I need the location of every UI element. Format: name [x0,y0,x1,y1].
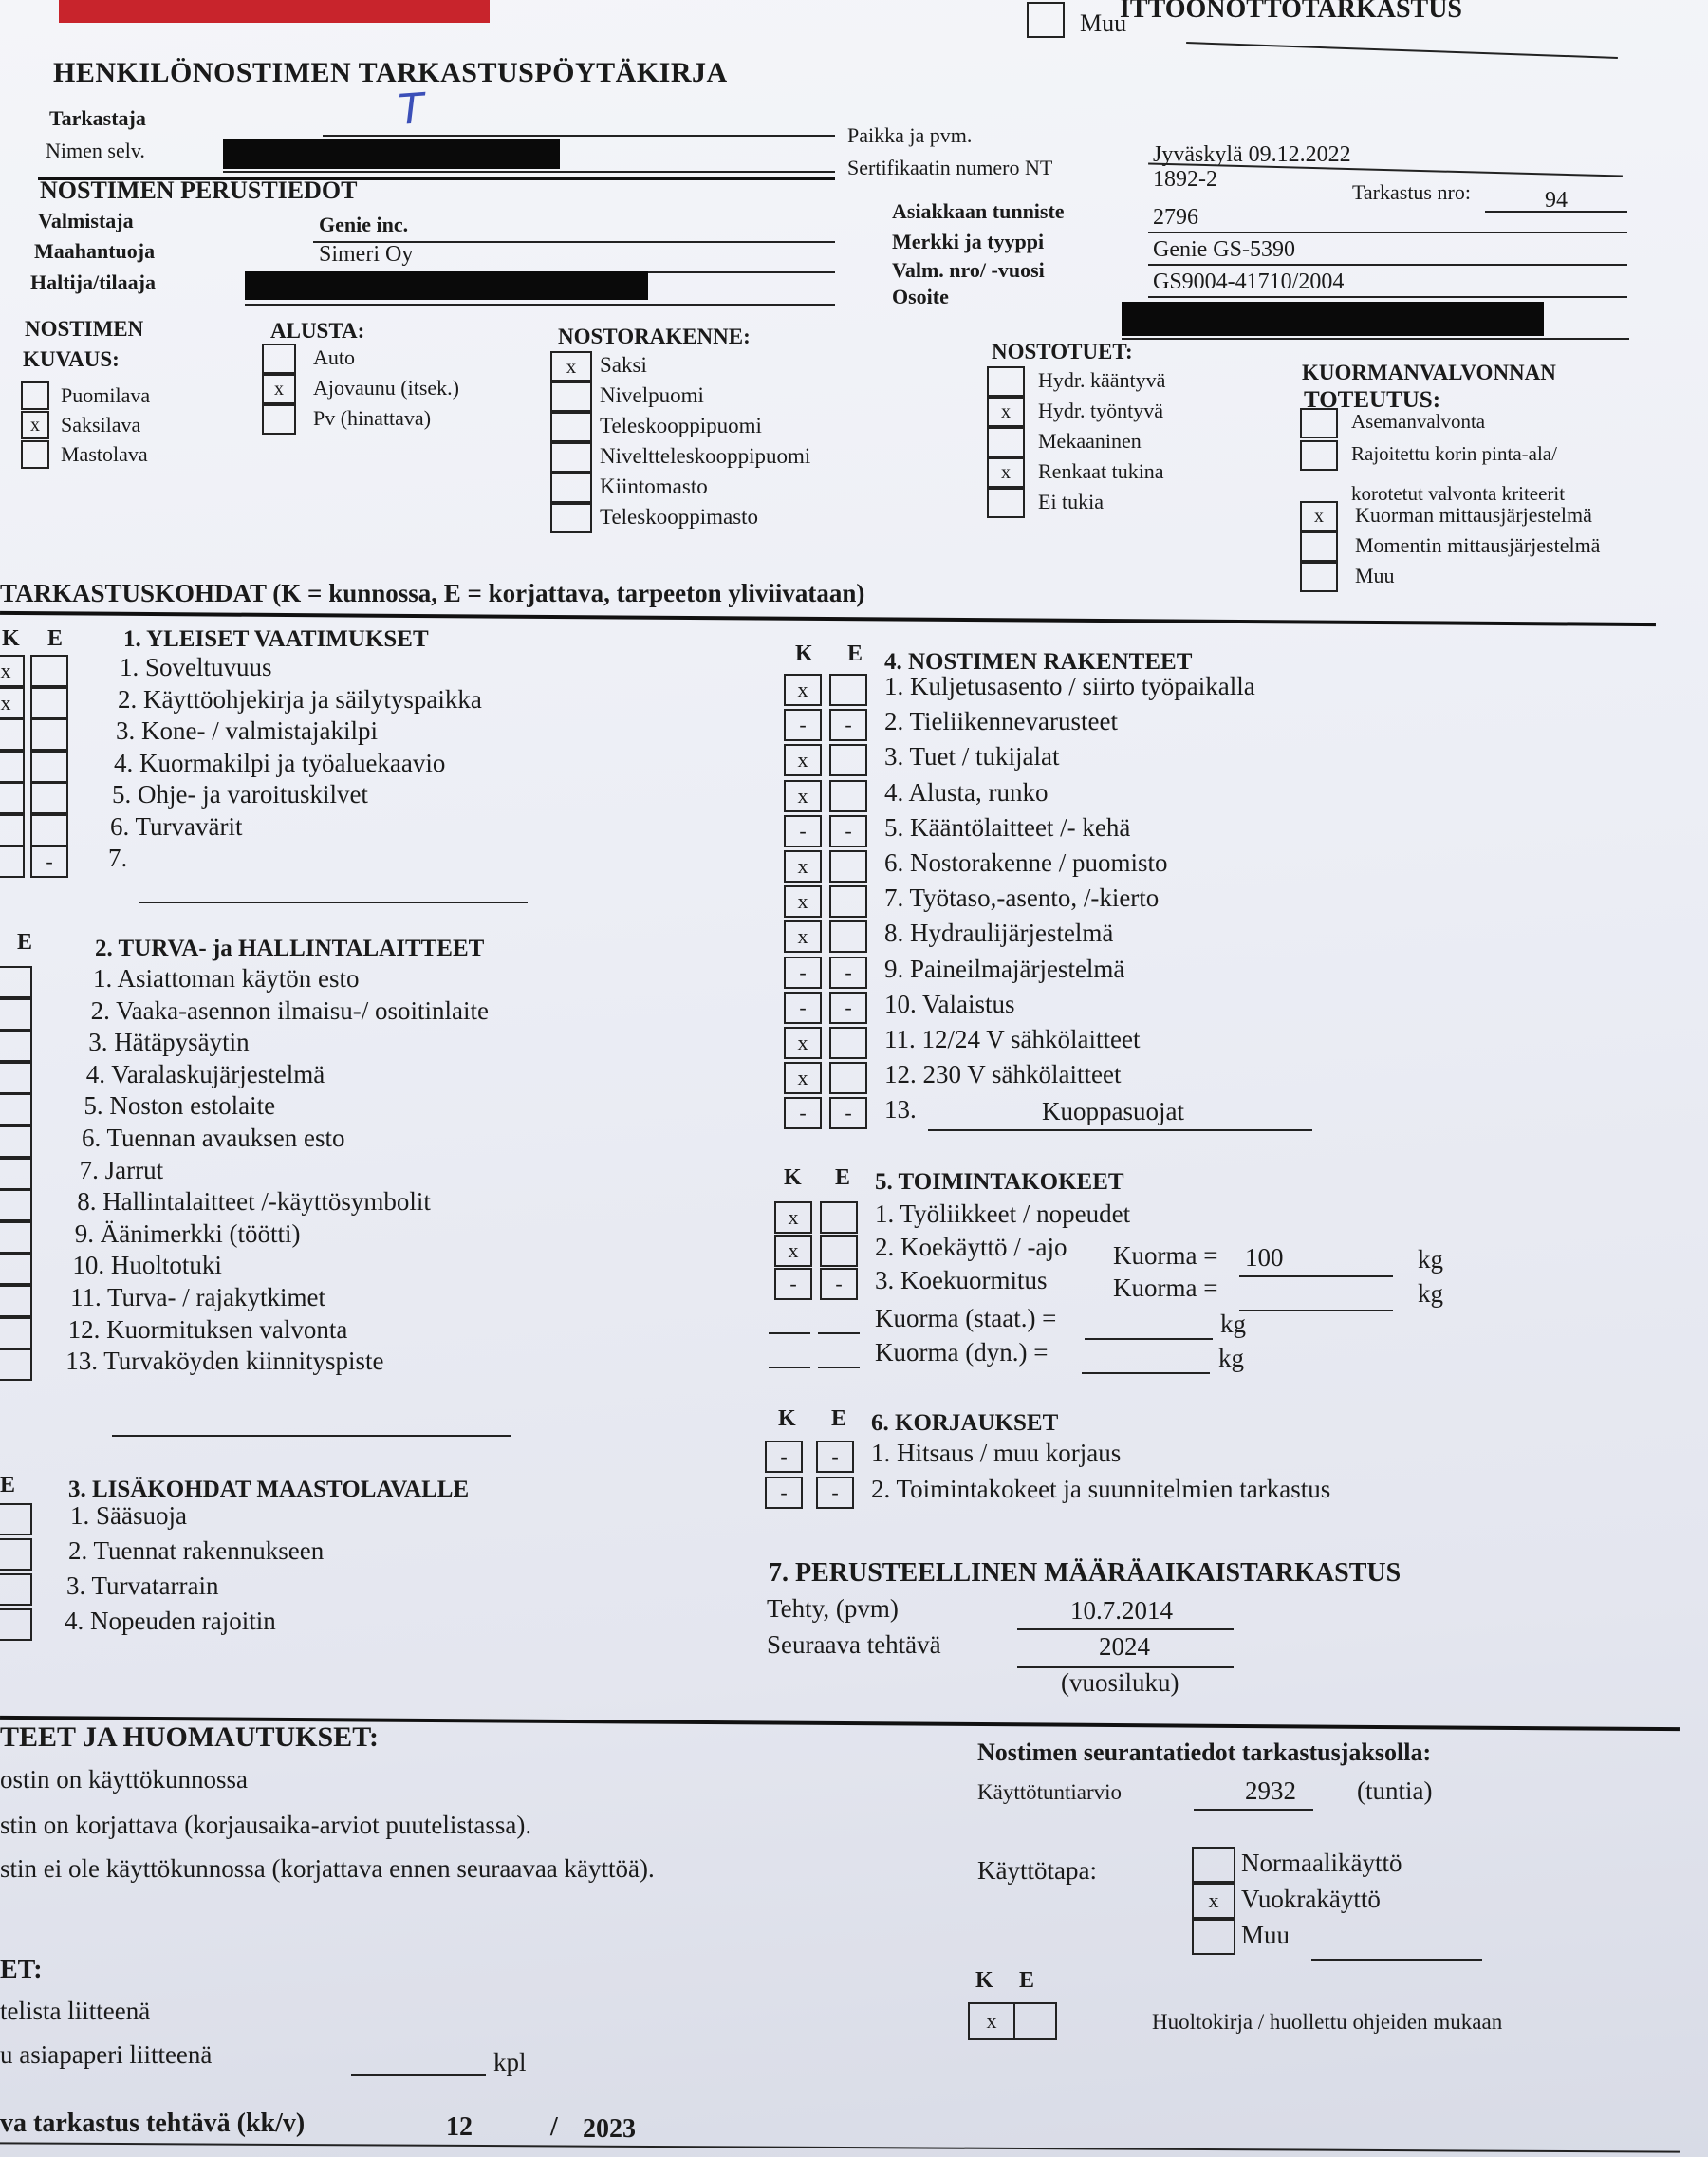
bottom-line-3: stin ei ole käyttökunnossa (korjattava ennen seuraavaa käyttöä). [0,1854,655,1883]
sec4-item13-value: Kuoppasuojat [1042,1097,1184,1125]
nostorakenne-checkbox-6[interactable] [550,503,592,533]
sec2-item-4: 4. Varalaskujärjestelmä [85,1059,325,1088]
sec2-item-7: 7. Jarrut [79,1155,164,1184]
sec1-item-1: 1. Soveltuvuus [120,653,272,681]
form-title: HENKILÖNOSTIMEN TARKASTUSPÖYTÄKIRJA [53,57,728,88]
sec3-e-label: E [0,1473,16,1497]
sec4-e-box-12[interactable] [829,1062,867,1094]
kuormanvalvonta-h1: KUORMANVALVONNAN [1302,361,1556,384]
sec4-k-box-4[interactable]: x [784,780,822,812]
sec2-e-label: E [17,930,33,955]
sec5-item-2: 2. Koekäyttö / -ajo [875,1233,1068,1261]
bottom-line-1: ostin on käyttökunnossa [0,1765,248,1794]
sec4-item-3: 3. Tuet / tukijalat [884,742,1060,772]
kayttotapa-label: Käyttötapa: [977,1856,1097,1885]
sec5-e-box-1[interactable] [820,1201,858,1234]
perustiedot-heading: NOSTIMEN PERUSTIEDOT [40,177,358,204]
nostorakenne-label-3: Teleskooppipuomi [600,414,762,437]
nostotuet-label-3: Mekaaninen [1038,429,1142,453]
sec1-e-box-2[interactable] [30,687,68,719]
sec4-item-11: 11. 12/24 V sähkölaitteet [884,1025,1141,1053]
kuormanvalvonta-label-5: Muu [1355,564,1395,587]
nostorakenne-heading: NOSTORAKENNE: [558,325,751,348]
tarkastaja-label: Tarkastaja [49,106,146,130]
sec4-item-4: 4. Alusta, runko [884,777,1049,807]
sec6-e-label: E [831,1406,847,1431]
sec4-k-box-6[interactable]: x [784,850,822,883]
sec4-e-box-10[interactable]: - [829,992,867,1024]
kuormanvalvonta-label-3: Kuorman mittausjärjestelmä [1355,503,1592,527]
sec4-heading: 4. NOSTIMEN RAKENTEET [884,649,1193,675]
sec1-e-box-4[interactable] [30,751,68,783]
sec1-k-box-7[interactable] [0,846,25,878]
tarkastus-nro-value: 94 [1545,188,1568,213]
sec3-e-box-3[interactable] [0,1573,32,1606]
sertifikaatti-label: Sertifikaatin numero NT [847,156,1053,179]
tarkastuskohdat-heading: TARKASTUSKOHDAT (K = kunnossa, E = korjattava, tarpeeton yliviivataan) [0,579,865,607]
sec4-k-box-7[interactable]: x [784,885,822,918]
osoite-label: Osoite [892,285,949,308]
top-muu-checkbox[interactable] [1027,2,1065,38]
sec2-item-1: 1. Asiattoman käytön esto [93,964,360,993]
paikka-value: Jyväskylä 09.12.2022 [1153,142,1351,167]
attachment-2: u asiapaperi liitteenä [0,2040,213,2069]
sec1-item-6: 6. Turvavärit [110,811,243,841]
nostorakenne-label-1: Saksi [600,353,647,377]
kuormanvalvonta-checkbox-3[interactable]: x [1300,501,1338,531]
nostotuet-label-5: Ei tukia [1038,490,1105,513]
sec5-kg-2: kg [1418,1279,1443,1308]
merkki-label: Merkki ja tyyppi [892,230,1045,253]
sec4-e-box-7[interactable] [829,885,867,918]
sec3-item-3: 3. Turvatarrain [66,1571,219,1600]
sec4-item-2: 2. Tieliikennevarusteet [884,707,1118,736]
kuormanvalvonta-extra: korotetut valvonta kriteerit [1351,482,1566,505]
kuvaus-checkbox-3[interactable] [21,440,49,469]
kuvaus-label-1: Puomilava [61,383,151,407]
sec2-e-box-5[interactable] [0,1093,32,1125]
sec4-item-13: 13. [884,1095,917,1125]
attachment-1: telista liitteenä [0,1997,151,2025]
nostorakenne-checkbox-1[interactable]: x [550,351,592,381]
sec4-e-box-13[interactable]: - [829,1097,867,1129]
kayttotapa-label-2: Vuokrakäyttö [1241,1885,1381,1913]
sec2-e-box-3[interactable] [0,1030,32,1062]
top-muu-label: Muu [1080,9,1127,37]
sec5-kg-3: kg [1220,1310,1246,1338]
kayttotapa-label-1: Normaalikäyttö [1241,1849,1402,1877]
sertifikaatti-value: 1892-2 [1153,167,1217,192]
sec4-item-6: 6. Nostorakenne / puomisto [884,848,1168,877]
nostorakenne-label-6: Teleskooppimasto [600,505,759,529]
sec4-k-label: K [795,642,813,666]
sec2-item-5: 5. Noston estolaite [84,1091,276,1121]
valm-label: Valm. nro/ -vuosi [892,258,1045,282]
sec6-e-box-1[interactable]: - [816,1441,854,1473]
sec5-kuorma-label-2: Kuorma = [1113,1274,1218,1302]
sec2-item13-line [112,1435,511,1437]
sec5-k-box-2[interactable]: x [774,1235,812,1267]
huolto-e-label: E [1019,1968,1035,1993]
sec1-k-label: K [2,626,20,651]
sec2-item-13: 13. Turvaköyden kiinnityspiste [65,1347,384,1376]
sec2-e-box-10[interactable] [0,1253,32,1285]
sec4-k-box-13[interactable]: - [784,1097,822,1129]
sec2-e-box-1[interactable] [0,966,32,998]
nostotuet-checkbox-2[interactable]: x [987,397,1025,427]
sec4-k-box-5[interactable]: - [784,815,822,847]
sec3-e-box-1[interactable] [0,1503,32,1535]
sec1-k-box-6[interactable] [0,814,25,846]
sec2-e-box-7[interactable] [0,1158,32,1190]
sec4-item-9: 9. Paineilmajärjestelmä [884,954,1125,983]
kayttotapa-checkbox-2[interactable]: x [1192,1883,1235,1919]
sec2-e-box-8[interactable] [0,1189,32,1221]
kuvaus-label-3: Mastolava [61,442,148,466]
sec4-item-10: 10. Valaistus [884,989,1015,1018]
sec6-e-box-2[interactable]: - [816,1477,854,1509]
huolto-k-label: K [975,1968,993,1993]
sec6-k-box-1[interactable]: - [765,1441,803,1473]
alusta-label-1: Auto [313,345,355,369]
sec4-item-5: 5. Kääntölaitteet /- kehä [884,812,1131,842]
sec3-item-1: 1. Sääsuoja [70,1501,187,1530]
sec1-k-box-5[interactable] [0,782,25,814]
bottom-heading: TEET JA HUOMAUTUKSET: [0,1721,379,1753]
sec6-heading: 6. KORJAUKSET [871,1410,1059,1436]
sec5-kg-4: kg [1218,1344,1244,1372]
sec2-e-box-6[interactable] [0,1125,32,1158]
alusta-heading: ALUSTA: [270,319,365,343]
inspector-signature: T [397,84,426,135]
sec1-k-box-3[interactable] [0,718,25,751]
nostorakenne-checkbox-2[interactable] [550,381,592,412]
sec2-e-box-12[interactable] [0,1317,32,1349]
sec1-item-5: 5. Ohje- ja varoituskilvet [112,780,368,809]
sec4-e-box-5[interactable]: - [829,815,867,847]
kayttotapa-checkbox-3[interactable] [1192,1919,1235,1955]
sec2-e-box-2[interactable] [0,998,32,1031]
sec6-k-box-2[interactable]: - [765,1477,803,1509]
sec2-item-6: 6. Tuennan avauksen esto [82,1124,345,1152]
sec2-item-3: 3. Hätäpysäytin [88,1028,250,1057]
nostotuet-label-2: Hydr. työntyvä [1038,399,1163,422]
sec1-k-box-1[interactable]: x [0,655,25,687]
sec2-heading: 2. TURVA- ja HALLINTALAITTEET [95,936,485,961]
kuvaus-checkbox-1[interactable] [21,381,49,410]
sec1-e-box-5[interactable] [30,782,68,814]
asiakas-value: 2796 [1153,205,1198,230]
nostotuet-checkbox-3[interactable] [987,427,1025,457]
valmistaja-value: Genie inc. [319,213,409,236]
sec2-e-box-4[interactable] [0,1062,32,1094]
kuormanvalvonta-checkbox-1[interactable] [1300,408,1338,438]
nostorakenne-label-5: Kiintomasto [600,474,708,498]
merkki-value: Genie GS-5390 [1153,237,1295,262]
kuormanvalvonta-label-4: Momentin mittausjärjestelmä [1355,533,1601,557]
sec4-e-box-6[interactable] [829,850,867,883]
red-header-strip [59,0,490,23]
sec2-item-12: 12. Kuormituksen valvonta [67,1314,348,1344]
sec5-item-1: 1. Työliikkeet / nopeudet [875,1199,1131,1228]
sec5-kg-1: kg [1418,1245,1443,1274]
kuvaus-label-2: Saksilava [61,413,141,437]
sec5-e-box-3[interactable]: - [820,1268,858,1300]
tunti-unit: (tuntia) [1357,1776,1433,1805]
top-right-title: ITTOONOTTOTARKASTUS [1120,0,1463,24]
nimen-selv-label: Nimen selv. [46,139,145,162]
nostotuet-checkbox-5[interactable] [987,488,1025,518]
sec3-e-box-2[interactable] [0,1538,32,1571]
sec6-k-label: K [778,1406,796,1431]
sec4-item-12: 12. 230 V sähkölaitteet [884,1060,1122,1089]
sec6-item-1: 1. Hitsaus / muu korjaus [871,1439,1122,1467]
attachment-kpl: kpl [493,2048,527,2076]
nostorakenne-label-2: Nivelpuomi [600,383,704,407]
sec1-e-box-1[interactable] [30,655,68,687]
sec7-tehty-value: 10.7.2014 [1070,1596,1173,1625]
bottom-line-2: stin on korjattava (korjausaika-arviot puutelistassa). [0,1811,532,1839]
kuormanvalvonta-label-2: Rajoitettu korin pinta-ala/ [1351,442,1557,465]
sec5-e-label: E [835,1165,851,1190]
kayttotapa-label-3: Muu [1241,1921,1290,1949]
sec7-tehty-label: Tehty, (pvm) [767,1594,899,1623]
tunti-value: 2932 [1245,1776,1296,1805]
sec5-kuorma-value: 100 [1245,1243,1284,1272]
huolto-e-box[interactable] [1013,2002,1057,2040]
seuranta-heading: Nostimen seurantatiedot tarkastusjaksolla: [977,1739,1432,1766]
alusta-checkbox-1[interactable] [262,344,296,374]
sec4-e-box-8[interactable] [829,920,867,953]
haltija-label: Haltija/tilaaja [30,270,156,294]
kuormanvalvonta-checkbox-5[interactable] [1300,562,1338,592]
sec1-item-3: 3. Kone- / valmistajakilpi [116,716,378,745]
bottom-et-heading: ET: [0,1955,43,1984]
sec5-k-box-1[interactable]: x [774,1201,812,1234]
sec7-vuosiluku: (vuosiluku) [1061,1668,1179,1697]
sec7-heading: 7. PERUSTEELLINEN MÄÄRÄAIKAISTARKASTUS [769,1558,1402,1588]
alusta-checkbox-2[interactable]: x [262,374,296,404]
sec2-e-box-11[interactable] [0,1285,32,1317]
sec2-item-11: 11. Turva- / rajakytkimet [70,1283,325,1311]
sec4-e-box-2[interactable]: - [829,709,867,741]
sec1-k-box-2[interactable]: x [0,687,25,719]
nostotuet-checkbox-1[interactable] [987,366,1025,397]
asiakas-label: Asiakkaan tunniste [892,199,1065,223]
sec5-kuorma-label-1: Kuorma = [1113,1241,1218,1270]
kuormanvalvonta-checkbox-4[interactable] [1300,531,1338,562]
sec3-item-2: 2. Tuennat rakennukseen [68,1536,325,1565]
kuvaus-h2: KUVAUS: [23,347,120,371]
sec1-e-box-6[interactable] [30,814,68,846]
sec4-e-box-1[interactable] [829,674,867,706]
sec4-k-box-8[interactable]: x [784,920,822,953]
sec4-e-box-9[interactable]: - [829,957,867,989]
sec1-item-4: 4. Kuormakilpi ja työaluekaavio [114,748,446,777]
next-inspection-label: va tarkastus tehtävä (kk/v) [0,2109,306,2138]
sec4-k-box-2[interactable]: - [784,709,822,741]
sec3-item-4: 4. Nopeuden rajoitin [65,1607,276,1635]
sec4-k-box-10[interactable]: - [784,992,822,1024]
nostotuet-label-4: Renkaat tukina [1038,459,1164,483]
sec5-dyn-label: Kuorma (dyn.) = [875,1338,1049,1367]
nostotuet-checkbox-4[interactable]: x [987,457,1025,488]
sec2-e-box-13[interactable] [0,1348,32,1381]
next-inspection-sep: / [550,2112,558,2142]
sec1-e-box-3[interactable] [30,718,68,751]
kuormanvalvonta-h2: TOTEUTUS: [1304,387,1441,413]
nostorakenne-checkbox-4[interactable] [550,442,592,473]
sec2-e-box-9[interactable] [0,1221,32,1254]
nostorakenne-checkbox-5[interactable] [550,473,592,503]
sec4-e-box-11[interactable] [829,1027,867,1059]
huolto-k-box[interactable]: x [968,2002,1015,2040]
alusta-label-3: Pv (hinattava) [313,406,432,430]
sec4-k-box-12[interactable]: x [784,1062,822,1094]
redacted-inspector-name [223,139,560,169]
alusta-checkbox-3[interactable] [262,404,296,435]
sec2-item-10: 10. Huoltotuki [72,1251,222,1280]
redacted-owner [245,271,648,300]
next-inspection-year: 2023 [583,2114,636,2144]
sec1-item-7: 7. [108,844,128,872]
kuormanvalvonta-checkbox-2[interactable] [1300,440,1338,471]
sec5-k-box-3[interactable]: - [774,1268,812,1300]
valm-value: GS9004-41710/2004 [1153,270,1345,294]
sec1-e-label: E [47,626,64,651]
kuvaus-checkbox-2[interactable]: x [21,411,49,439]
sec2-item-9: 9. Äänimerkki (töötti) [74,1218,301,1248]
sec4-item-8: 8. Hydraulijärjestelmä [884,919,1114,948]
maahantuoja-label: Maahantuoja [34,239,156,263]
sec4-e-box-4[interactable] [829,780,867,812]
sec3-e-box-4[interactable] [0,1608,32,1641]
sec5-item-3: 3. Koekuormitus [875,1266,1048,1294]
sec7-seuraava-label: Seuraava tehtävä [767,1630,941,1659]
kayttotapa-checkbox-1[interactable] [1192,1847,1235,1883]
nostotuet-heading: NOSTOTUET: [992,340,1133,363]
kuvaus-h1: NOSTIMEN [25,317,144,341]
nostotuet-label-1: Hydr. kääntyvä [1038,368,1166,392]
sec4-e-label: E [847,642,863,666]
huolto-label: Huoltokirja / huollettu ohjeiden mukaan [1152,2010,1503,2034]
sec4-e-box-3[interactable] [829,744,867,776]
sec1-e-box-7[interactable]: - [30,846,68,878]
valmistaja-label: Valmistaja [38,209,134,232]
redacted-address [1122,302,1544,336]
tarkastus-nro-label: Tarkastus nro: [1352,180,1471,204]
sec5-heading: 5. TOIMINTAKOKEET [875,1169,1124,1195]
sec4-k-box-9[interactable]: - [784,957,822,989]
sec6-item-2: 2. Toimintakokeet ja suunnitelmien tarkastus [871,1475,1331,1503]
sec4-k-box-1[interactable]: x [784,674,822,706]
nostorakenne-label-4: Niveltteleskooppipuomi [600,444,811,468]
sec4-k-box-11[interactable]: x [784,1027,822,1059]
sec5-e-box-2[interactable] [820,1235,858,1267]
sec4-item-7: 7. Työtaso,-asento, /-kierto [884,883,1160,913]
sec2-item-8: 8. Hallintalaitteet /-käyttösymbolit [77,1187,431,1217]
kuormanvalvonta-label-1: Asemanvalvonta [1351,410,1486,433]
sec7-seuraava-value: 2024 [1099,1632,1150,1661]
sec4-item-1: 1. Kuljetusasento / siirto työpaikalla [884,672,1255,700]
sec5-k-label: K [784,1165,802,1190]
sec5-staat-label: Kuorma (staat.) = [875,1304,1057,1332]
sec1-k-box-4[interactable] [0,751,25,783]
sec3-heading: 3. LISÄKOHDAT MAASTOLAVALLE [68,1477,470,1502]
alusta-label-2: Ajovaunu (itsek.) [313,376,459,400]
sec1-item-2: 2. Käyttöohjekirja ja säilytyspaikka [118,684,482,714]
paikka-label: Paikka ja pvm. [847,123,973,147]
sec4-k-box-3[interactable]: x [784,744,822,776]
maahantuoja-value: Simeri Oy [319,242,414,267]
sec2-item-2: 2. Vaaka-asennon ilmaisu-/ osoitinlaite [90,995,490,1025]
sec1-heading: 1. YLEISET VAATIMUKSET [123,626,429,652]
nostorakenne-checkbox-3[interactable] [550,412,592,442]
sec1-item7-line [139,902,528,903]
next-inspection-month: 12 [446,2112,473,2142]
tunti-label: Käyttötuntiarvio [977,1780,1123,1804]
